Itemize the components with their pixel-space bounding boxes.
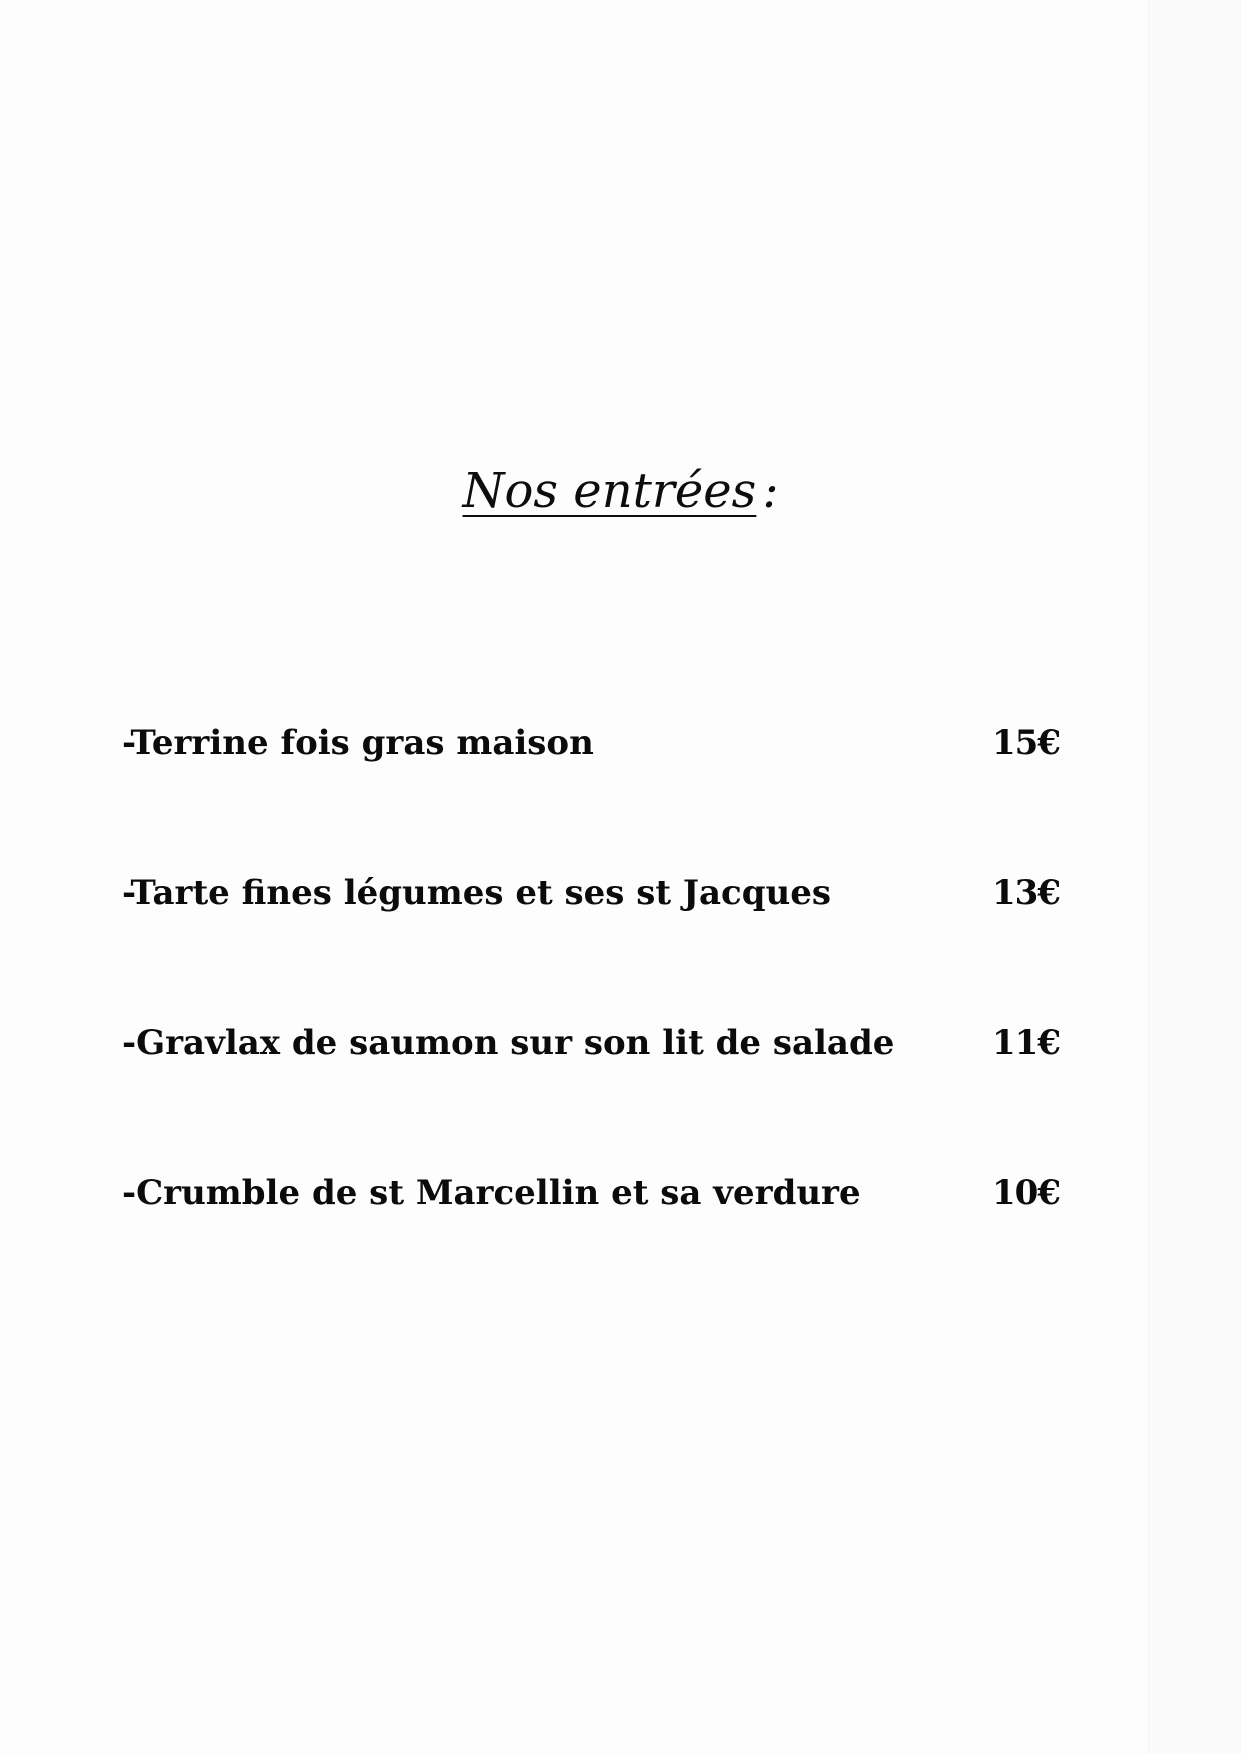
menu-item — [122, 1018, 1060, 1068]
menu-title: Nos entrées — [462, 463, 757, 519]
menu-title-colon: : — [762, 463, 779, 519]
menu-item-price: 13€ — [992, 873, 1060, 913]
menu-item-name: -Terrine fois gras maison — [122, 723, 594, 763]
menu-item — [122, 868, 1060, 918]
menu-item-name: -Tarte fines légumes et ses st Jacques — [122, 873, 832, 913]
menu-item — [122, 718, 1060, 768]
page-edge-shadow — [1148, 0, 1241, 1754]
menu-heading — [0, 463, 1241, 519]
menu-item-name: -Gravlax de saumon sur son lit de salade — [122, 1023, 895, 1063]
menu-item-price: 15€ — [992, 723, 1060, 763]
menu-item-name: -Crumble de st Marcellin et sa verdure — [122, 1173, 861, 1213]
menu-item-price: 11€ — [992, 1023, 1060, 1063]
menu-item — [122, 1168, 1060, 1218]
menu-item-price: 10€ — [992, 1173, 1060, 1213]
